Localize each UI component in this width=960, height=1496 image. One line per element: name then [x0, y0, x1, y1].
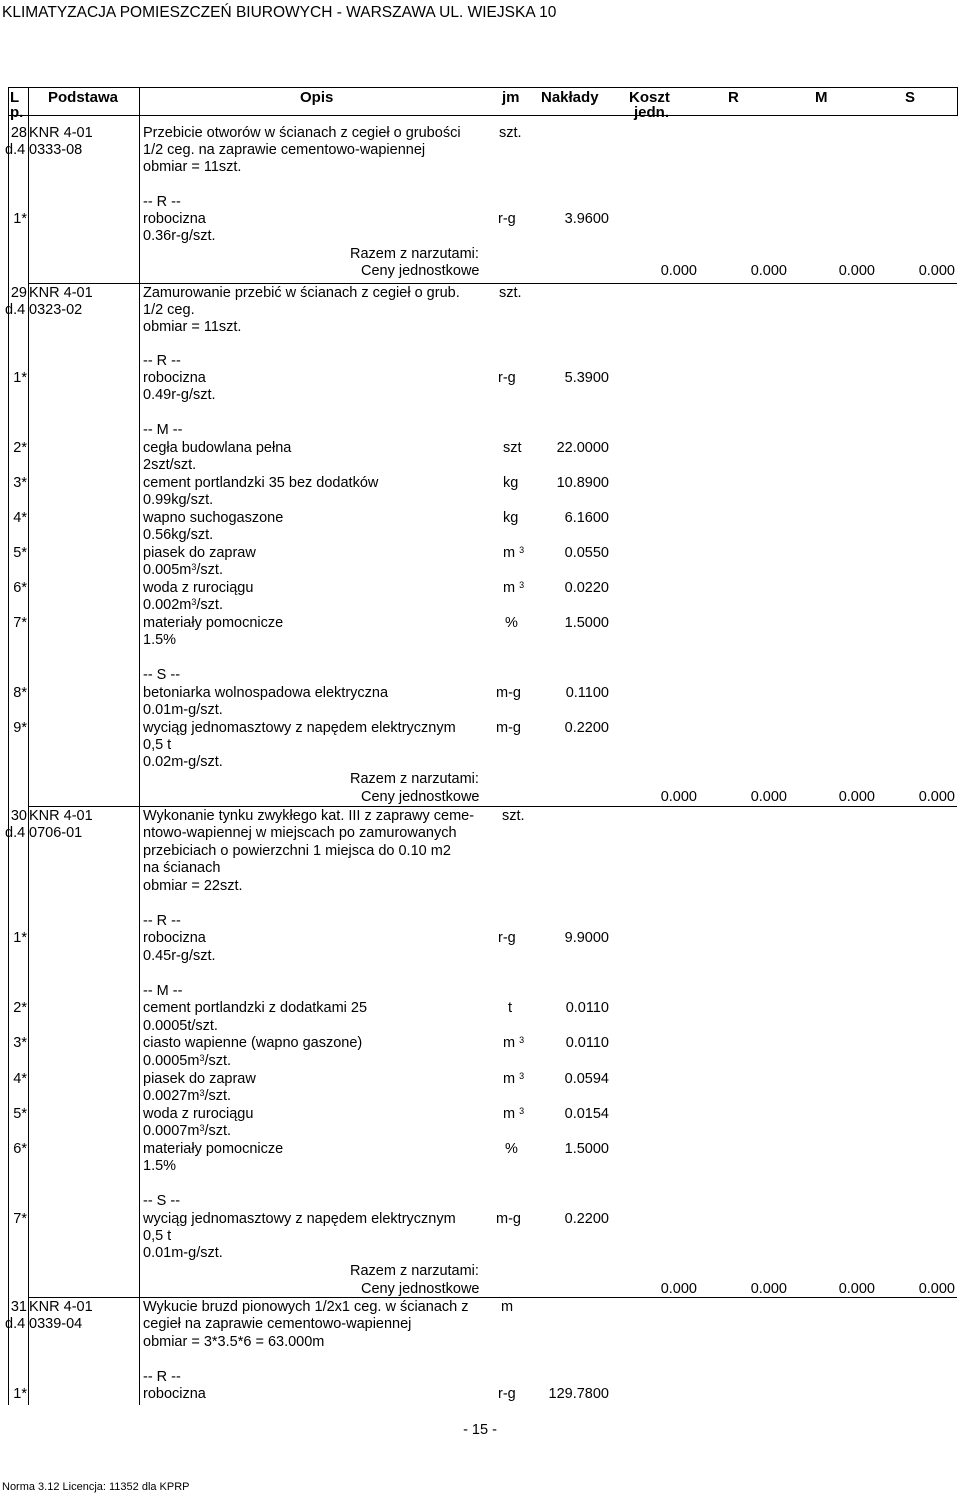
header-s: S: [905, 89, 916, 106]
pos30-res1-name: robocizna: [143, 930, 206, 946]
pos29-res7-jm: %: [505, 615, 518, 631]
header-lp-2: p.: [10, 104, 24, 121]
pos30-res6-value: 1.5000: [564, 1141, 609, 1157]
pos28-d: d.4: [5, 142, 26, 158]
pos30-desc-3: przebiciach o powierzchni 1 miejsca do 0.10 m2: [143, 843, 451, 859]
pos30-res4-jm: m $^3$: [503, 1071, 525, 1087]
pos28-s-value: 0.000: [918, 263, 955, 279]
pos30-res7-name-2: 0,5 t: [143, 1228, 172, 1244]
pos30-res4-value: 0.0594: [564, 1071, 609, 1087]
pos29-res9-jm: m-g: [496, 720, 521, 736]
pos30-jm: szt.: [502, 808, 525, 824]
pos30-section-m: -- M --: [143, 983, 183, 999]
pos29-jm: szt.: [499, 285, 522, 301]
pos31-desc-2: cegieł na zaprawie cementowo-wapiennej: [143, 1316, 412, 1332]
pos29-res2-norm: 2szt/szt.: [143, 457, 197, 473]
pos30-res2-number: 2*: [13, 1000, 27, 1016]
pos30-code: 0706-01: [29, 825, 83, 841]
footer-license: Norma 3.12 Licencja: 11352 dla KPRP: [2, 1481, 190, 1493]
pos30-res7-jm: m-g: [496, 1211, 521, 1227]
pos28-koszt-value: 0.000: [660, 263, 697, 279]
pos29-res5-number: 5*: [13, 545, 27, 561]
pos30-res5-norm: $0.0007m^3$/szt.: [143, 1123, 232, 1139]
header-koszt: Koszt: [629, 89, 670, 106]
pos31-code: 0339-04: [29, 1316, 83, 1332]
pos29-m-value: 0.000: [838, 789, 875, 805]
pos30-res2-value: 0.0110: [565, 1000, 609, 1016]
pos28-res1-number: 1*: [13, 211, 27, 227]
document-title: KLIMATYZACJA POMIESZCZEŃ BIUROWYCH - WARSZAWA UL. WIEJSKA 10: [2, 4, 557, 21]
header-jm: jm: [502, 89, 520, 106]
pos29-koszt-value: 0.000: [660, 789, 697, 805]
pos30-res5-jm: m $^3$: [503, 1106, 525, 1122]
pos29-res5-name: piasek do zapraw: [143, 545, 256, 561]
pos29-res4-number: 4*: [13, 510, 27, 526]
pos30-section-r: -- R --: [143, 913, 181, 929]
pos30-knr: KNR 4-01: [29, 808, 93, 824]
pos29-res4-name: wapno suchogaszone: [143, 510, 284, 526]
pos29-res5-jm: m $^3$: [503, 545, 525, 561]
pos29-r-value: 0.000: [750, 789, 787, 805]
pos29-desc-2: 1/2 ceg.: [143, 302, 195, 318]
pos30-res3-jm: m $^3$: [503, 1035, 525, 1051]
pos29-res1-jm: r-g: [498, 370, 516, 386]
header-lp: L: [10, 89, 20, 106]
pos28-ceny-label: Ceny jednostkowe: [361, 263, 480, 279]
pos28-desc-2: 1/2 ceg. na zaprawie cementowo-wapiennej: [143, 142, 426, 158]
pos30-res6-name: materiały pomocnicze: [143, 1141, 284, 1157]
pos29-res1-value: 5.3900: [564, 370, 609, 386]
pos29-res5-norm: $0.005m^3$/szt.: [143, 562, 223, 578]
header-r: R: [728, 89, 739, 106]
pos31-res1-name: robocizna: [143, 1386, 206, 1402]
pos29-res2-value: 22.0000: [556, 440, 609, 456]
pos30-res2-jm: t: [508, 1000, 513, 1016]
pos29-res6-jm: m $^3$: [503, 580, 525, 596]
pos29-res9-norm: 0.02m-g/szt.: [143, 754, 223, 770]
pos29-res9-name-2: 0,5 t: [143, 737, 172, 753]
pos30-res7-name: wyciąg jednomasztowy z napędem elektrycznym: [143, 1211, 456, 1227]
pos28-res1-jm: r-g: [498, 211, 516, 227]
pos30-res5-name: woda z rurociągu: [143, 1106, 254, 1122]
pos29-res6-name: woda z rurociągu: [143, 580, 254, 596]
pos29-res2-name: cegła budowlana pełna: [143, 440, 292, 456]
pos30-ceny-label: Ceny jednostkowe: [361, 1281, 480, 1297]
pos29-res3-number: 3*: [13, 475, 27, 491]
pos30-s-value: 0.000: [918, 1281, 955, 1297]
pos29-res2-jm: szt: [503, 440, 522, 456]
pos30-res4-name: piasek do zapraw: [143, 1071, 256, 1087]
pos28-number: 28: [10, 125, 27, 141]
pos28-desc-3: obmiar = 11szt.: [143, 159, 242, 175]
pos29-res8-value: 0.1100: [565, 685, 609, 701]
pos29-code: 0323-02: [29, 302, 83, 318]
pos30-res1-value: 9.9000: [564, 930, 609, 946]
pos30-res4-norm: $0.0027m^3$/szt.: [143, 1088, 232, 1104]
pos29-res7-value: 1.5000: [564, 615, 609, 631]
pos29-res3-name: cement portlandzki 35 bez dodatków: [143, 475, 379, 491]
pos30-res7-number: 7*: [13, 1211, 27, 1227]
pos28-section-r: -- R --: [143, 194, 181, 210]
pos28-res1-value: 3.9600: [564, 211, 609, 227]
pos29-res4-jm: kg: [503, 510, 519, 526]
header-naklady: Nakłady: [541, 89, 599, 106]
pos30-res1-number: 1*: [13, 930, 27, 946]
header-podstawa: Podstawa: [48, 89, 119, 106]
pos29-res7-name: materiały pomocnicze: [143, 615, 284, 631]
pos29-res8-jm: m-g: [496, 685, 521, 701]
pos30-res5-number: 5*: [13, 1106, 27, 1122]
table-top-border: [8, 87, 958, 88]
header-opis: Opis: [300, 89, 334, 106]
pos29-res6-value: 0.0220: [564, 580, 609, 596]
pos29-res8-norm: 0.01m-g/szt.: [143, 702, 223, 718]
pos31-res1-number: 1*: [13, 1386, 27, 1402]
row-sep-28: [28, 283, 957, 284]
pos31-jm: m: [501, 1299, 514, 1315]
pos29-res1-norm: 0.49r-g/szt.: [143, 387, 216, 403]
pos28-razem-label: Razem z narzutami:: [350, 246, 479, 262]
pos29-section-r: -- R --: [143, 353, 181, 369]
pos30-res6-jm: %: [505, 1141, 518, 1157]
pos29-s-value: 0.000: [918, 789, 955, 805]
pos29-res8-name: betoniarka wolnospadowa elektryczna: [143, 685, 389, 701]
col-border-podstawa: [139, 87, 140, 1405]
pos29-res9-value: 0.2200: [564, 720, 609, 736]
pos29-res5-value: 0.0550: [564, 545, 609, 561]
pos30-razem-label: Razem z narzutami:: [350, 1263, 479, 1279]
pos28-r-value: 0.000: [750, 263, 787, 279]
pos29-res7-number: 7*: [13, 615, 27, 631]
pos30-r-value: 0.000: [750, 1281, 787, 1297]
pos29-number: 29: [10, 285, 27, 301]
pos28-desc-1: Przebicie otworów w ścianach z cegieł o grubości: [143, 125, 461, 141]
pos29-desc-3: obmiar = 11szt.: [143, 319, 242, 335]
pos29-desc-1: Zamurowanie przebić w ścianach z cegieł o grub.: [143, 285, 460, 301]
pos30-d: d.4: [5, 825, 26, 841]
pos30-koszt-value: 0.000: [660, 1281, 697, 1297]
pos29-res4-value: 6.1600: [564, 510, 609, 526]
pos29-res1-name: robocizna: [143, 370, 206, 386]
pos30-res4-number: 4*: [13, 1071, 27, 1087]
col-border-right: [957, 87, 958, 115]
pos29-res3-norm: 0.99kg/szt.: [143, 492, 214, 508]
pos29-res4-norm: 0.56kg/szt.: [143, 527, 214, 543]
pos28-knr: KNR 4-01: [29, 125, 93, 141]
header-bottom-border: [8, 115, 958, 116]
row-sep-29: [28, 806, 957, 807]
pos30-res3-value: 0.0110: [565, 1035, 609, 1051]
pos30-res6-norm: 1.5%: [143, 1158, 177, 1174]
pos30-desc-4: na ścianach: [143, 860, 221, 876]
pos29-res3-value: 10.8900: [556, 475, 609, 491]
pos30-res5-value: 0.0154: [564, 1106, 609, 1122]
pos30-res7-norm: 0.01m-g/szt.: [143, 1245, 223, 1261]
pos28-jm: szt.: [499, 125, 522, 141]
pos31-res1-jm: r-g: [498, 1386, 516, 1402]
pos30-section-s: -- S --: [143, 1193, 181, 1209]
pos29-res6-norm: $0.002m^3$/szt.: [143, 597, 223, 613]
pos30-res2-name: cement portlandzki z dodatkami 25: [143, 1000, 368, 1016]
pos29-res2-number: 2*: [13, 440, 27, 456]
pos29-razem-label: Razem z narzutami:: [350, 771, 479, 787]
pos30-res6-number: 6*: [13, 1141, 27, 1157]
pos29-d: d.4: [5, 302, 26, 318]
pos29-knr: KNR 4-01: [29, 285, 93, 301]
pos31-number: 31: [10, 1299, 27, 1315]
page-number: - 15 -: [463, 1422, 497, 1438]
pos31-d: d.4: [5, 1316, 26, 1332]
pos30-res3-number: 3*: [13, 1035, 27, 1051]
pos31-knr: KNR 4-01: [29, 1299, 93, 1315]
pos29-res6-number: 6*: [13, 580, 27, 596]
pos29-res8-number: 8*: [13, 685, 27, 701]
pos28-res1-norm: 0.36r-g/szt.: [143, 228, 216, 244]
pos30-desc-5: obmiar = 22szt.: [143, 878, 243, 894]
pos28-m-value: 0.000: [838, 263, 875, 279]
pos29-section-s: -- S --: [143, 667, 181, 683]
pos30-res1-jm: r-g: [498, 930, 516, 946]
pos31-res1-value: 129.7800: [548, 1386, 609, 1402]
pos30-m-value: 0.000: [838, 1281, 875, 1297]
pos30-res3-name: ciasto wapienne (wapno gaszone): [143, 1035, 363, 1051]
pos31-section-r: -- R --: [143, 1369, 181, 1385]
pos30-desc-1: Wykonanie tynku zwykłego kat. III z zaprawy ceme-: [143, 808, 475, 824]
pos31-desc-1: Wykucie bruzd pionowych 1/2x1 ceg. w ścianach z: [143, 1299, 469, 1315]
pos29-ceny-label: Ceny jednostkowe: [361, 789, 480, 805]
pos30-res1-norm: 0.45r-g/szt.: [143, 948, 216, 964]
pos29-res1-number: 1*: [13, 370, 27, 386]
pos29-res3-jm: kg: [503, 475, 519, 491]
pos29-section-m: -- M --: [143, 422, 183, 438]
pos29-res9-name: wyciąg jednomasztowy z napędem elektrycznym: [143, 720, 456, 736]
header-koszt-2: jedn.: [634, 104, 670, 121]
pos28-res1-name: robocizna: [143, 211, 206, 227]
pos30-number: 30: [10, 808, 27, 824]
pos29-res9-number: 9*: [13, 720, 27, 736]
pos30-desc-2: ntowo-wapiennej w miejscach po zamurowanych: [143, 825, 457, 841]
pos28-code: 0333-08: [29, 142, 83, 158]
header-m: M: [815, 89, 828, 106]
pos30-res7-value: 0.2200: [564, 1211, 609, 1227]
pos30-res3-norm: $0.0005m^3$/szt.: [143, 1053, 232, 1069]
pos30-res2-norm: 0.0005t/szt.: [143, 1018, 218, 1034]
pos29-res7-norm: 1.5%: [143, 632, 177, 648]
pos31-desc-3: obmiar = 3*3.5*6 = 63.000m: [143, 1334, 325, 1350]
